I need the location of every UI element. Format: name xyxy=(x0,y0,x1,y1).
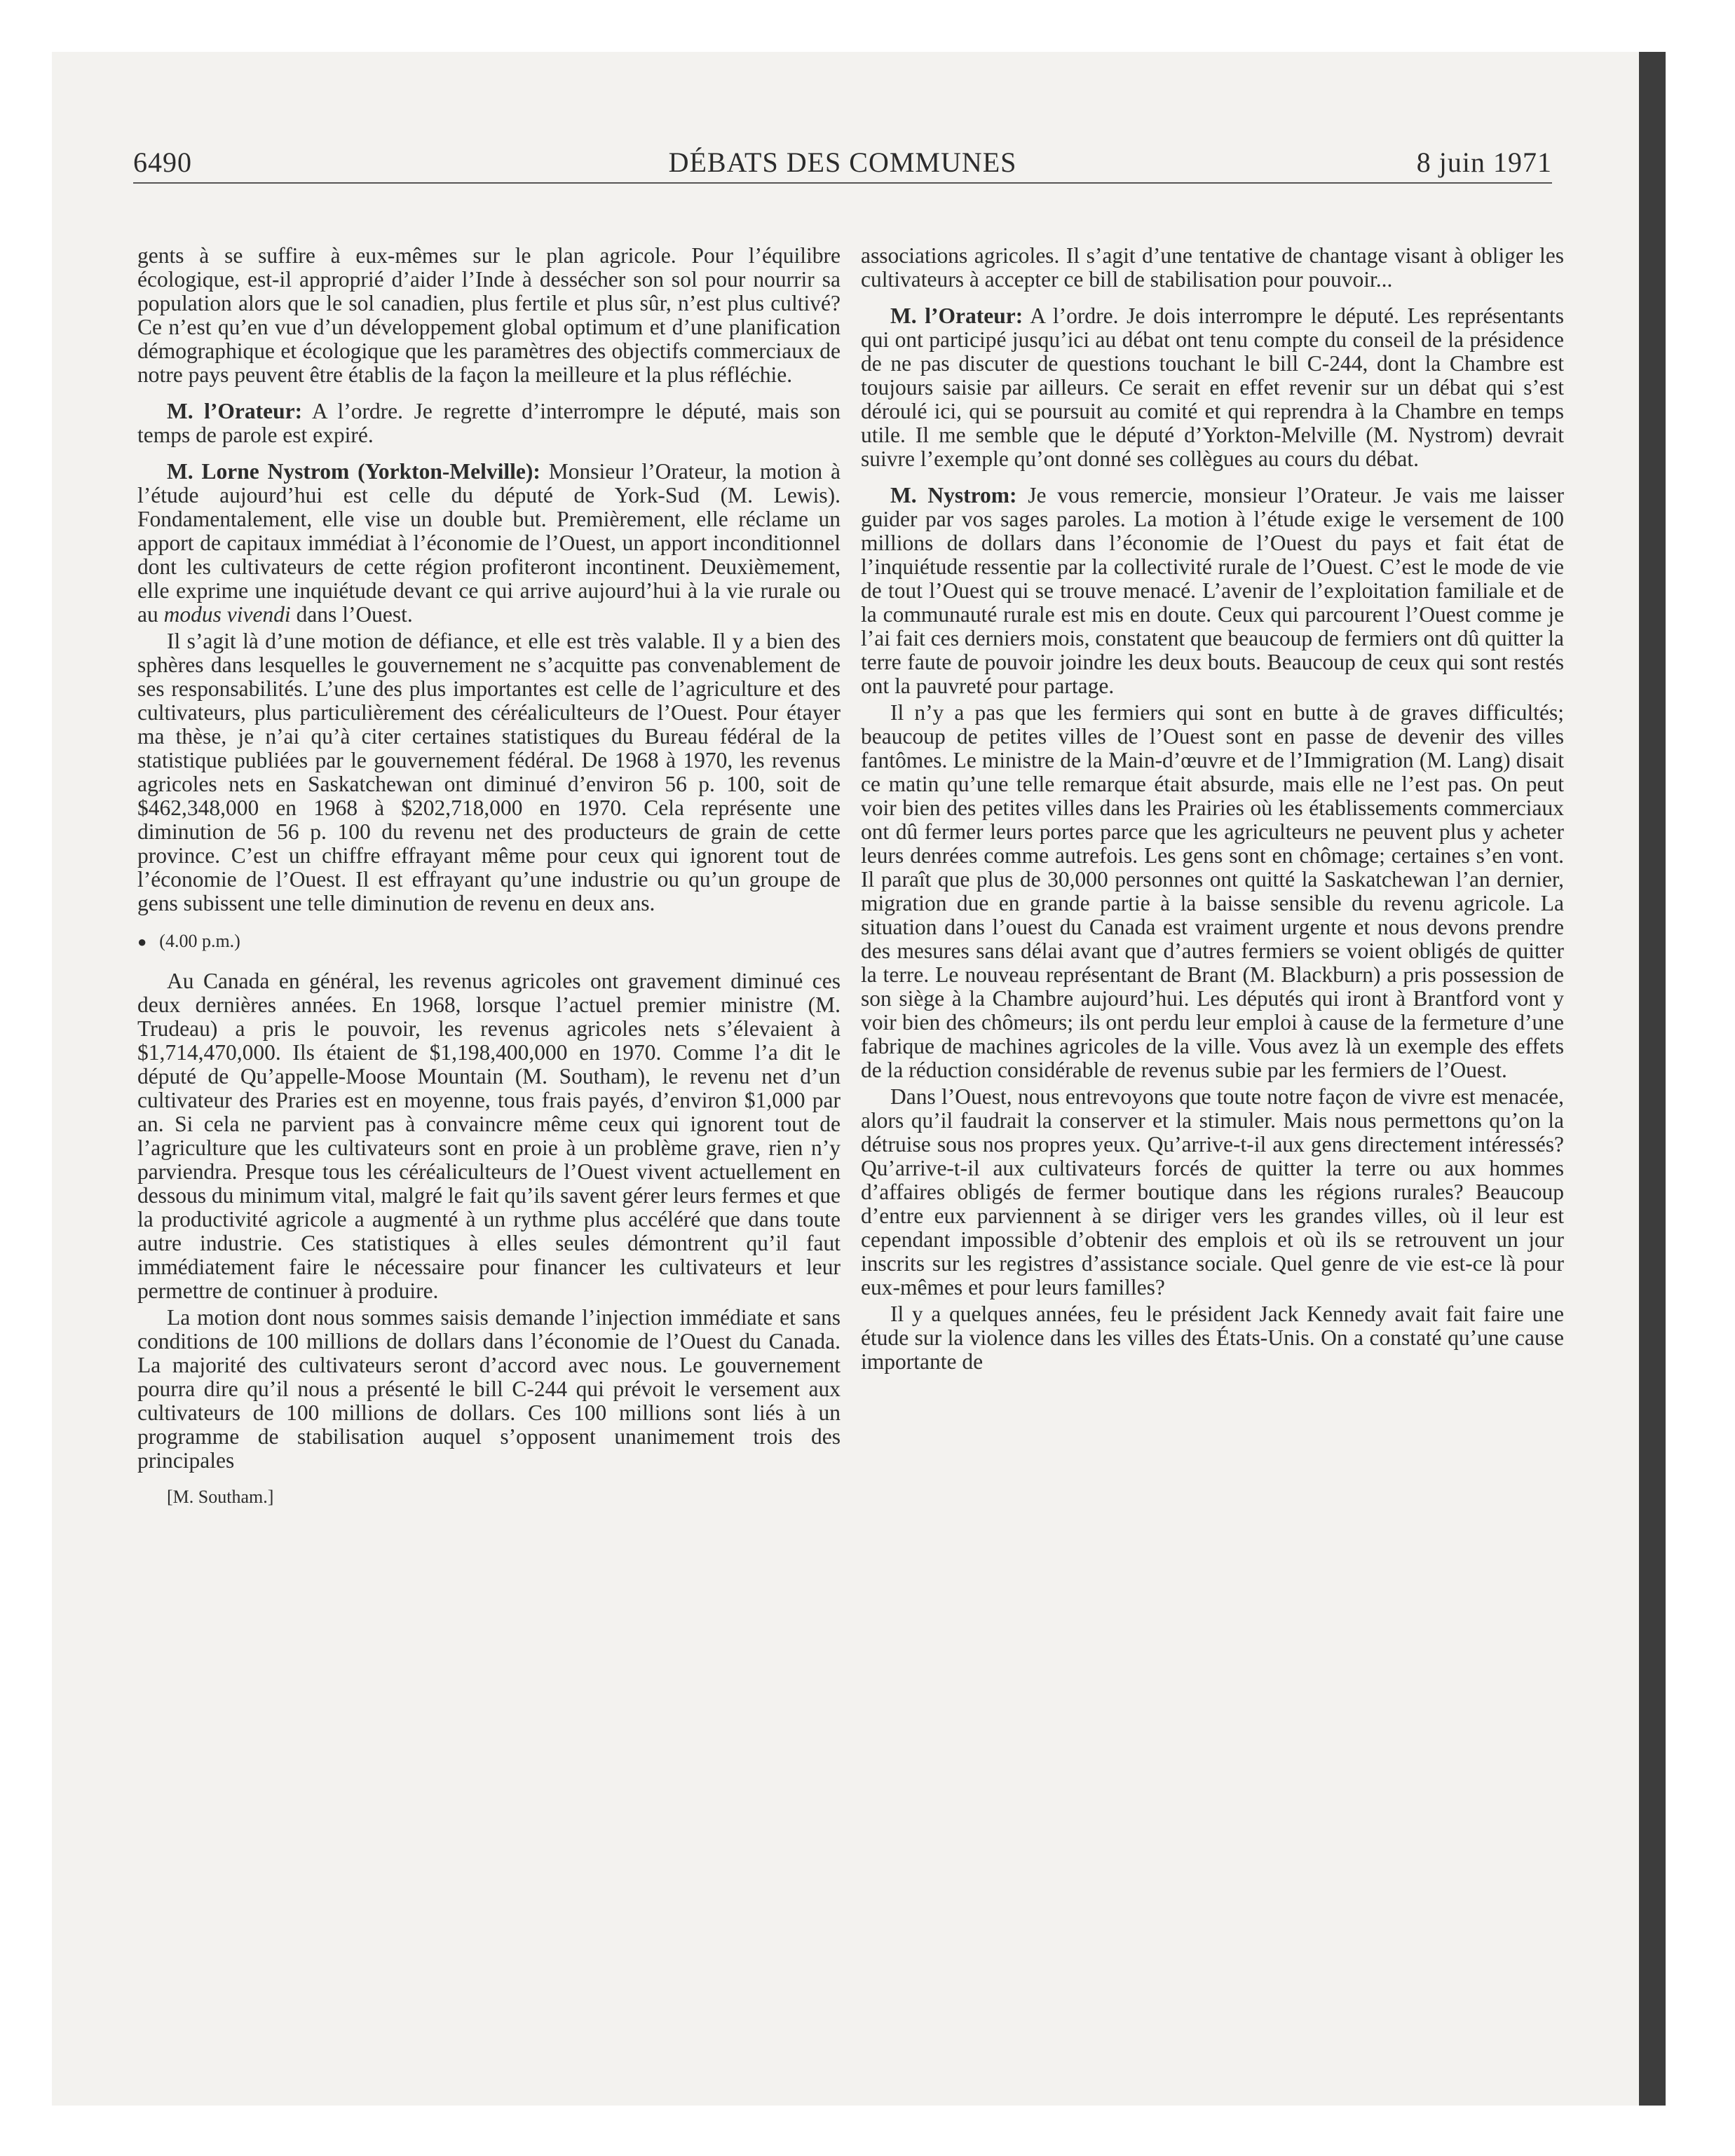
speaker-name: M. l’Orateur: xyxy=(890,303,1023,328)
speech-text-tail: dans l’Ouest. xyxy=(290,602,413,627)
timestamp xyxy=(137,929,841,954)
speech-text: Je vous remercie, monsieur l’Orateur. Je vais me laisser guider par vos sages paroles. La motion à l’étude exige le versement de 100 millions de dollars dans l’économie de l’Ouest du pays et fait état de l’inquiétude ressentie par la collectivité rurale de l’Ouest. C’est le mode de vie de tout l’Ouest qui se trouve menacé. L’avenir de l’exploitation familiale et de la communauté rurale est mis en doute. Ceux qui parcourent l’Ouest comme je l’ai fait ces derniers mois, constatent que beaucoup de fermiers ont dû quitter la terre faute de pouvoir joindre les deux bouts. Beaucoup de ceux qui sont restés ont la pauvreté pour partage. xyxy=(861,483,1564,698)
speaker-name: M. Lorne Nystrom (Yorkton-Melville): xyxy=(167,459,540,484)
speech-text: Monsieur l’Orateur, la motion à l’étude aujourd’hui est celle du député de York-Sud (M. Lewis). Fondamentalement, elle vise un double but. Premièrement, elle réclame un apport de capitaux immédiat à l’économie de l’Ouest, un apport inconditionnel dont les cultivateurs de cette région profiteront incontinent. Deuxièmement, elle exprime une inquiétude devant ce qui arrive aujourd’hui à la vie rurale ou au xyxy=(137,459,841,627)
speaker-name: M. Nystrom: xyxy=(890,483,1017,507)
left-column xyxy=(137,244,841,1509)
paragraph: Au Canada en général, les revenus agricoles ont gravement diminué ces deux dernières années. En 1968, lorsque l’actuel premier ministre (M. Trudeau) a pris le pouvoir, les revenus agricoles nets s’élevaient à $1,714,470,000. Ils étaient de $1,198,400,000 en 1970. Comme l’a dit le député de Qu’appelle-Moose Mountain (M. Southam), le revenu net d’un cultivateur des Praries est en moyenne, tous frais payés, d’environ $1,000 par an. Si cela ne parvient pas à convaincre même ceux qui ignorent tout de l’agriculture que les cultivateurs sont en proie à un problème grave, rien n’y parviendra. Presque tous les céréaliculteurs de l’Ouest vivent actuellement en dessous du minimum vital, malgré le fait qu’ils savent gérer leurs fermes et que la productivité agricole a augmenté à un rythme plus accéléré que dans toute autre industrie. Ces statistiques à elles seules démontrent qu’il faut immédiatement faire le nécessaire pour financer les cultivateurs et leur permettre de continuer à produire. xyxy=(137,969,841,1303)
scan-edge-shadow xyxy=(1639,52,1666,2106)
bullet-icon: ● xyxy=(137,933,147,950)
paragraph: Il y a quelques années, feu le président Jack Kennedy avait fait faire une étude sur la violence dans les villes des États-Unis. On a constaté qu’une cause importante de xyxy=(861,1302,1564,1374)
timestamp-text: (4.00 p.m.) xyxy=(159,931,240,951)
paragraph: Il s’agit là d’une motion de défiance, et elle est très valable. Il y a bien des sphères dans lesquelles le gouvernement ne s’acquitte pas convenablement de ses responsabilités. L’une des plus importantes est celle de l’agriculture et des cultivateurs, plus particulièrement des céréaliculteurs de l’Ouest. Pour étayer ma thèse, je n’ai qu’à citer certaines statistiques du Bureau fédéral de la statistique publiées par le gouvernement fédéral. De 1968 à 1970, les revenus agricoles nets en Saskatchewan ont diminué d’environ 56 p. 100, soit de $462,348,000 en 1968 à $202,718,000 en 1970. Cela représente une diminution de 56 p. 100 du revenu net des producteurs de grain de cette province. C’est un chiffre effrayant même pour ceux qui ignorent tout de l’économie de l’Ouest. Il est effrayant qu’une industrie ou qu’un groupe de gens subissent une telle diminution de revenu en deux ans. xyxy=(137,629,841,915)
speech-paragraph xyxy=(861,304,1564,471)
speech-paragraph xyxy=(861,484,1564,698)
speech-text: A l’ordre. Je dois interrompre le député. Les représentants qui ont participé jusqu’ici au débat ont tenu compte du conseil de la présidence de ne pas discuter de questions touchant le bill C-244, dont la Chambre est toujours saisie par ailleurs. Ce serait en effet revenir sur un débat qui s’est déroulé ici, qui se poursuit au comité et qui reprendra à la Chambre en temps utile. Il me semble que le député d’Yorkton-Melville (M. Nystrom) devrait suivre l’exemple qu’ont donné ses collègues au cours du débat. xyxy=(861,303,1565,471)
page-header xyxy=(133,143,1552,184)
paragraph: Il n’y a pas que les fermiers qui sont en butte à de graves difficultés; beaucoup de petites villes de l’Ouest sont en passe de devenir des villes fantômes. Le ministre de la Main-d’œuvre et de l’Immigration (M. Lang) disait ce matin qu’une telle remarque était absurde, mais elle ne l’est pas. On peut voir bien des petites villes dans les Prairies où les établissements commerciaux ont dû fermer leurs portes parce que les agriculteurs ne peuvent plus y acheter leurs denrées comme autrefois. Les gens sont en chômage; certaines s’en vont. Il paraît que plus de 30,000 personnes ont quitté la Saskatchewan l’an dernier, migration due en grande partie à la baisse sensible du revenu agricole. La situation dans l’ouest du Canada est vraiment urgente et nous devons prendre des mesures sans délai avant que d’autres fermiers se voient obligés de quitter la terre. Le nouveau représentant de Brant (M. Blackburn) a pris possession de son siège à la Chambre aujourd’hui. Les députés qui iront à Brantford vont y voir bien des chômeurs; ils ont perdu leur emploi à cause de la fermeture d’une fabrique de machines agricoles de la ville. Vous avez là un exemple des effets de la réduction considérable de revenus subie par les fermiers de l’Ouest. xyxy=(861,700,1564,1082)
paragraph: La motion dont nous sommes saisis demande l’injection immédiate et sans conditions de 100 millions de dollars dans l’économie de l’Ouest du Canada. La majorité des cultivateurs seront d’accord avec nous. Le gouvernement pourra dire qu’il nous a présenté le bill C-244 qui prévoit le versement aux cultivateurs de 100 millions de dollars. Ces 100 millions sont liés à un programme de stabilisation auquel s’opposent unanimement trois des principales xyxy=(137,1305,841,1473)
paragraph: associations agricoles. Il s’agit d’une tentative de chantage visant à obliger les cultivateurs à accepter ce bill de stabilisation pour pouvoir... xyxy=(861,243,1564,292)
page-title: DÉBATS DES COMMUNES xyxy=(668,146,1017,178)
paragraph: gents à se suffire à eux-mêmes sur le plan agricole. Pour l’équilibre écologique, est-il approprié d’aider l’Inde à dessécher son sol pour nourrir sa population alors que le sol canadien, plus fertile et plus sûr, n’est plus cultivé? Ce n’est qu’en vue d’un développement global optimum et d’une planification démographique et écologique que les paramètres des objectifs commerciaux de notre pays peuvent être établis de la façon la meilleure et la plus réfléchie. xyxy=(137,243,841,387)
speaker-footer-note: [M. Southam.] xyxy=(167,1487,274,1507)
speech-paragraph xyxy=(137,460,841,627)
page-number: 6490 xyxy=(133,146,192,178)
speaker-name: M. l’Orateur: xyxy=(167,399,303,423)
paragraph: Dans l’Ouest, nous entrevoyons que toute notre façon de vivre est menacée, alors qu’il faudrait la conserver et la stimuler. Mais nous permettons qu’on la détruise sous nos propres yeux. Qu’arrive-t-il aux gens directement intéressés? Qu’arrive-t-il aux cultivateurs forcés de quitter la terre ou aux hommes d’affaires obligés de fermer boutique dans les régions rurales? Beaucoup d’entre eux parviennent à se diriger vers les grandes villes, où il leur est cependant impossible d’obtenir des emplois et où ils se retrouvent un jour inscrits sur les registres d’assistance sociale. Quel genre de vie est-ce là pour eux-mêmes et pour leurs familles? xyxy=(861,1084,1564,1299)
right-column xyxy=(861,244,1564,1377)
italic-term: modus vivendi xyxy=(163,602,291,627)
page-date: 8 juin 1971 xyxy=(1416,146,1552,178)
speech-text: A l’ordre. Je regrette d’interrompre le député, mais son temps de parole est expiré. xyxy=(137,399,841,447)
speech-paragraph xyxy=(137,400,841,447)
